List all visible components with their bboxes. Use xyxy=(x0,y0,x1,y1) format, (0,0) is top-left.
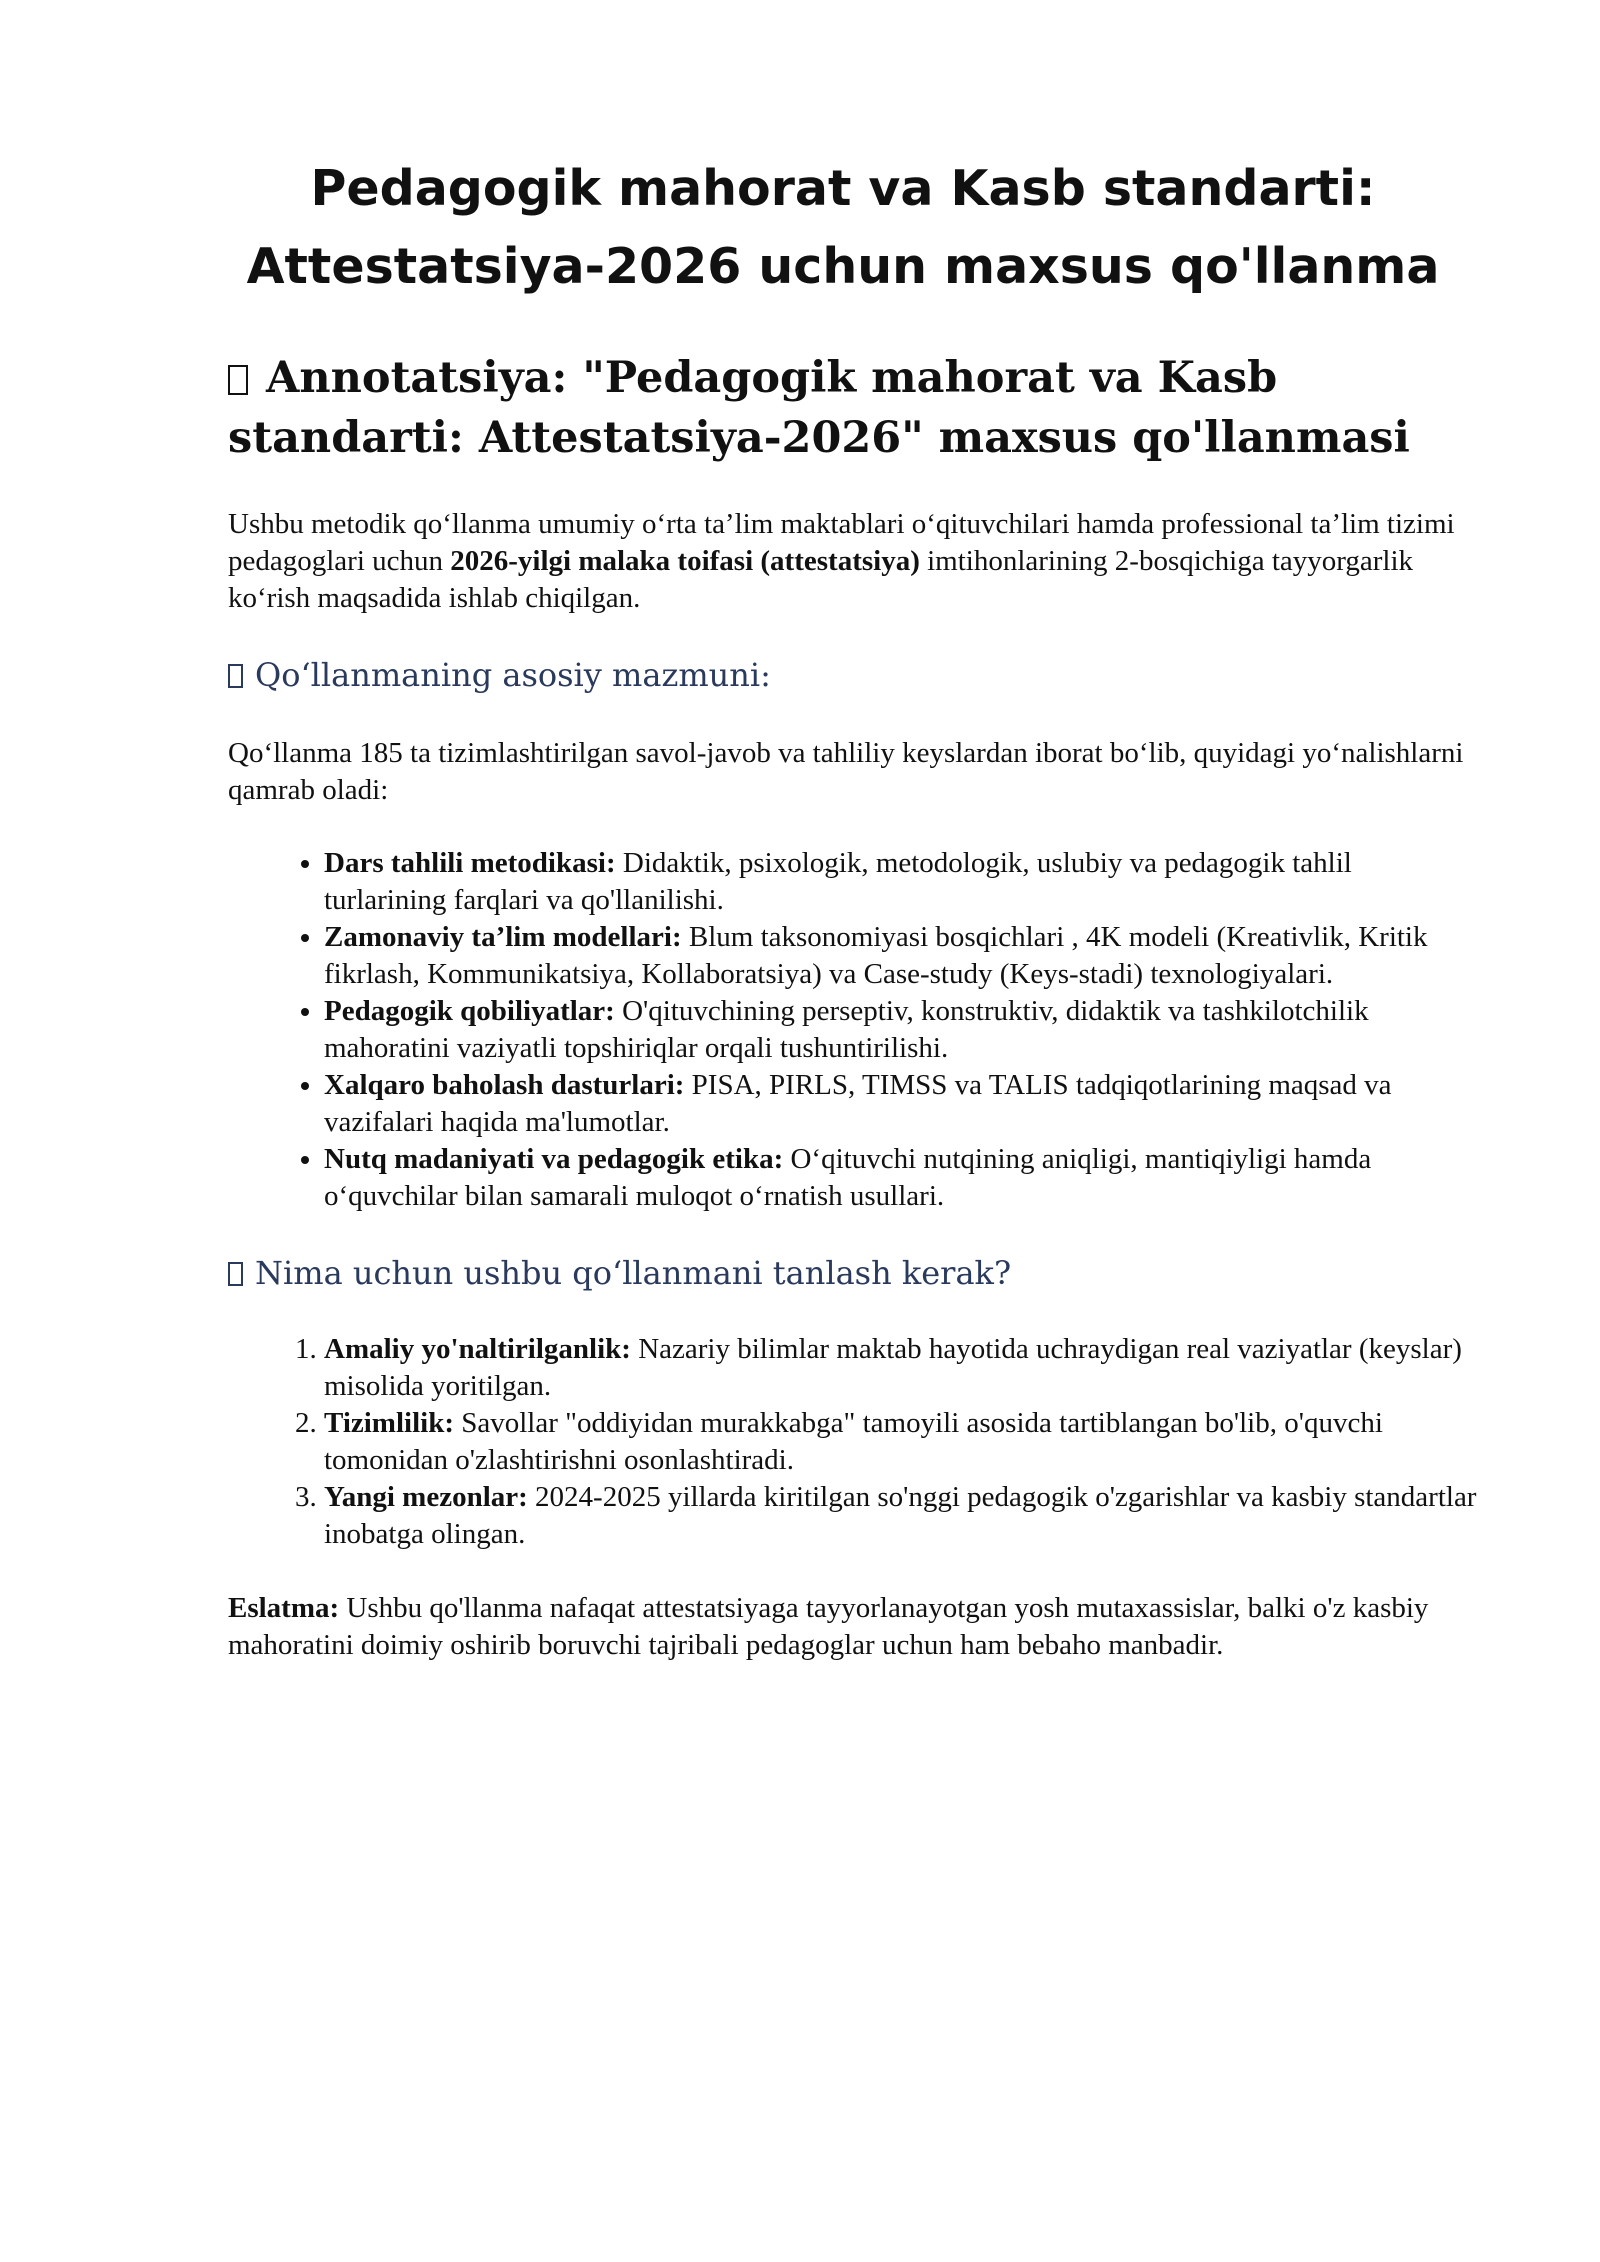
title-line-1: Pedagogik mahorat va Kasb standarti: xyxy=(310,160,1376,217)
note-label: Eslatma: xyxy=(228,1592,340,1624)
list-item xyxy=(324,845,1478,919)
content-lead-paragraph: Qoʻllanma 185 ta tizimlashtirilgan savol-javob va tahliliy keyslardan iborat boʻlib, quyidagi yoʻnalishlarni qamrab oladi: xyxy=(228,737,1464,806)
intro-text-bold: 2026-yilgi malaka toifasi (attestatsiya) xyxy=(450,545,920,577)
content-heading-text: Qoʻllanmaning asosiy mazmuni: xyxy=(255,656,771,694)
list-item-label: Tizimlilik: xyxy=(324,1407,454,1439)
list-item-text: O'qituvchining perseptiv, konstruktiv, didaktik va tashkilotchilik mahoratini vaziyatli topshiriqlar orqali tushuntirilishi. xyxy=(324,995,1369,1064)
list-item xyxy=(324,919,1478,993)
why-heading xyxy=(228,1251,1478,1295)
list-item-text: Oʻqituvchi nutqining aniqligi, mantiqiyligi hamda oʻquvchilar bilan samarali muloqot oʻrnatish usullari. xyxy=(324,1143,1372,1212)
list-item-label: Pedagogik qobiliyatlar: xyxy=(324,995,615,1027)
list-item-label: Xalqaro baholash dasturlari: xyxy=(324,1069,685,1101)
list-item-text: Savollar "oddiyidan murakkabga" tamoyili asosida tartiblangan bo'lib, o'quvchi tomonidan o'zlashtirishni osonlashtiradi. xyxy=(324,1407,1383,1476)
missing-glyph-icon xyxy=(228,365,248,395)
why-heading-text: Nima uchun ushbu qoʻllanmani tanlash kerak? xyxy=(255,1254,1012,1292)
content-heading xyxy=(228,653,1478,697)
title-line-2: Attestatsiya-2026 uchun maxsus qo'llanma xyxy=(246,238,1440,295)
list-item-text: Didaktik, psixologik, metodologik, uslubiy va pedagogik tahlil turlarining farqlari va qo'llanilishi. xyxy=(324,847,1352,916)
list-item-label: Yangi mezonlar: xyxy=(324,1481,528,1513)
list-item-text: Nazariy bilimlar maktab hayotida uchraydigan real vaziyatlar (keyslar) misolida yoritilgan. xyxy=(324,1333,1462,1402)
intro-text-start: Ushbu metodik qoʻllanma umumiy oʻrta taʼlim maktablari oʻqituvchilari hamda professional taʼlim tizimi pedagoglari uchun xyxy=(228,508,1455,577)
missing-glyph-icon xyxy=(228,664,243,688)
document-title xyxy=(208,150,1478,306)
note-paragraph xyxy=(228,1590,1468,1664)
list-item-text: 2024-2025 yillarda kiritilgan so'nggi pedagogik o'zgarishlar va kasbiy standartlar inobatga olingan. xyxy=(324,1481,1477,1550)
reasons-numbered-list xyxy=(228,1331,1478,1553)
list-item-text: Blum taksonomiyasi bosqichlari , 4K modeli (Kreativlik, Kritik fikrlash, Kommunikatsiya, Kollaboratsiya) va Case-study (Keys-stadi) texnologiyalari. xyxy=(324,921,1428,990)
list-item xyxy=(324,1479,1478,1553)
list-item xyxy=(324,1405,1478,1479)
document-page xyxy=(228,150,1478,1664)
list-item-label: Zamonaviy taʼlim modellari: xyxy=(324,921,682,953)
annotation-heading-text: Annotatsiya: "Pedagogik mahorat va Kasb standarti: Attestatsiya-2026" maxsus qo'llanmasi xyxy=(228,353,1410,463)
annotation-heading xyxy=(228,348,1478,468)
note-text: Ushbu qo'llanma nafaqat attestatsiyaga tayyorlanayotgan yosh mutaxassislar, balki o'z kasbiy mahoratini doimiy oshirib boruvchi tajribali pedagoglar uchun ham bebaho manbadir. xyxy=(228,1592,1429,1661)
intro-paragraph xyxy=(228,506,1468,617)
list-item-label: Nutq madaniyati va pedagogik etika: xyxy=(324,1143,784,1175)
list-item xyxy=(324,1067,1478,1141)
list-item xyxy=(324,1141,1478,1215)
missing-glyph-icon xyxy=(228,1262,243,1286)
list-item xyxy=(324,1331,1478,1405)
list-item-label: Dars tahlili metodikasi: xyxy=(324,847,616,879)
list-item-text: PISA, PIRLS, TIMSS va TALIS tadqiqotlarining maqsad va vazifalari haqida ma'lumotlar. xyxy=(324,1069,1392,1138)
content-bullet-list xyxy=(228,845,1478,1215)
list-item-label: Amaliy yo'naltirilganlik: xyxy=(324,1333,631,1365)
intro-text-end: imtihonlarining 2-bosqichiga tayyorgarlik koʻrish maqsadida ishlab chiqilgan. xyxy=(228,545,1414,614)
list-item xyxy=(324,993,1478,1067)
